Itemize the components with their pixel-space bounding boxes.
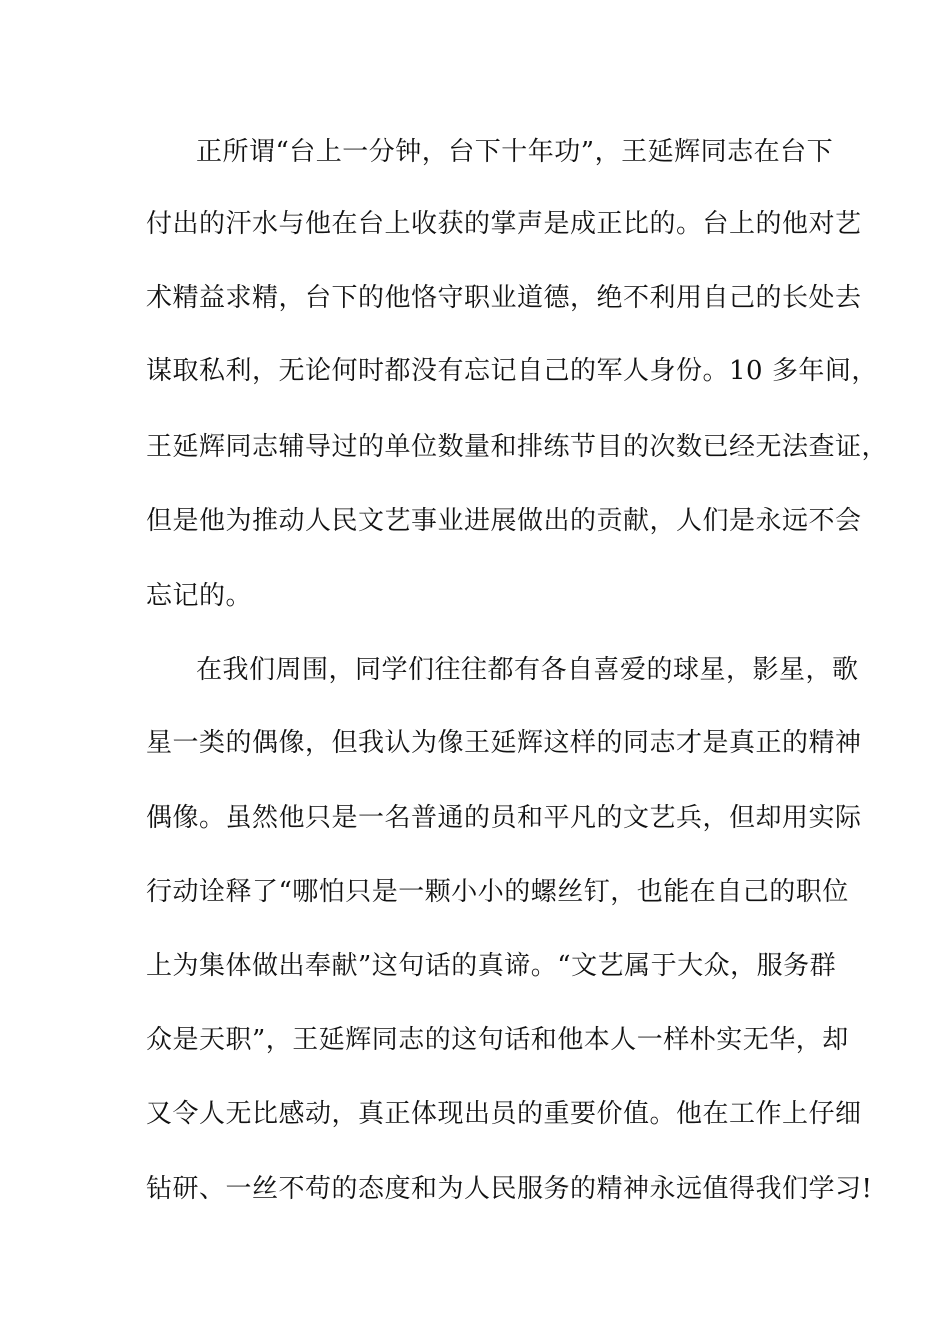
text-line: 付出的汗水与他在台上收获的掌声是成正比的。台上的他对艺 <box>146 209 862 239</box>
text-line: 术精益求精，台下的他恪守职业道德，绝不利用自己的长处去 <box>146 283 862 313</box>
text-line: 但是他为推动人民文艺事业进展做出的贡献，人们是永远不会 <box>146 506 862 536</box>
text-line: 行动诠释了“哪怕只是一颗小小的螺丝钉，也能在自己的职位 <box>146 877 849 907</box>
text-line: 众是天职”，王延辉同志的这句话和他本人一样朴实无华，却 <box>146 1025 849 1055</box>
text-line: 偶像。虽然他只是一名普通的员和平凡的文艺兵，但却用实际 <box>146 803 862 833</box>
text-line: 忘记的。 <box>146 581 253 611</box>
text-line: 钻研、一丝不苟的态度和为人民服务的精神永远值得我们学习! <box>146 1174 873 1204</box>
text-line: 谋取私利，无论何时都没有忘记自己的军人身份。10 多年间， <box>146 356 878 386</box>
text-line: 在我们周围，同学们往往都有各自喜爱的球星，影星，歌 <box>196 655 859 685</box>
text-line: 又令人无比感动，真正体现出员的重要价值。他在工作上仔细 <box>146 1099 862 1129</box>
text-line: 正所谓“台上一分钟，台下十年功”，王延辉同志在台下 <box>196 137 834 167</box>
text-line: 上为集体做出奉献”这句话的真谛。“文艺属于大众，服务群 <box>146 951 837 981</box>
text-line: 星一类的偶像，但我认为像王延辉这样的同志才是真正的精神 <box>146 728 862 758</box>
text-line: 王延辉同志辅导过的单位数量和排练节目的次数已经无法查证， <box>146 432 889 462</box>
